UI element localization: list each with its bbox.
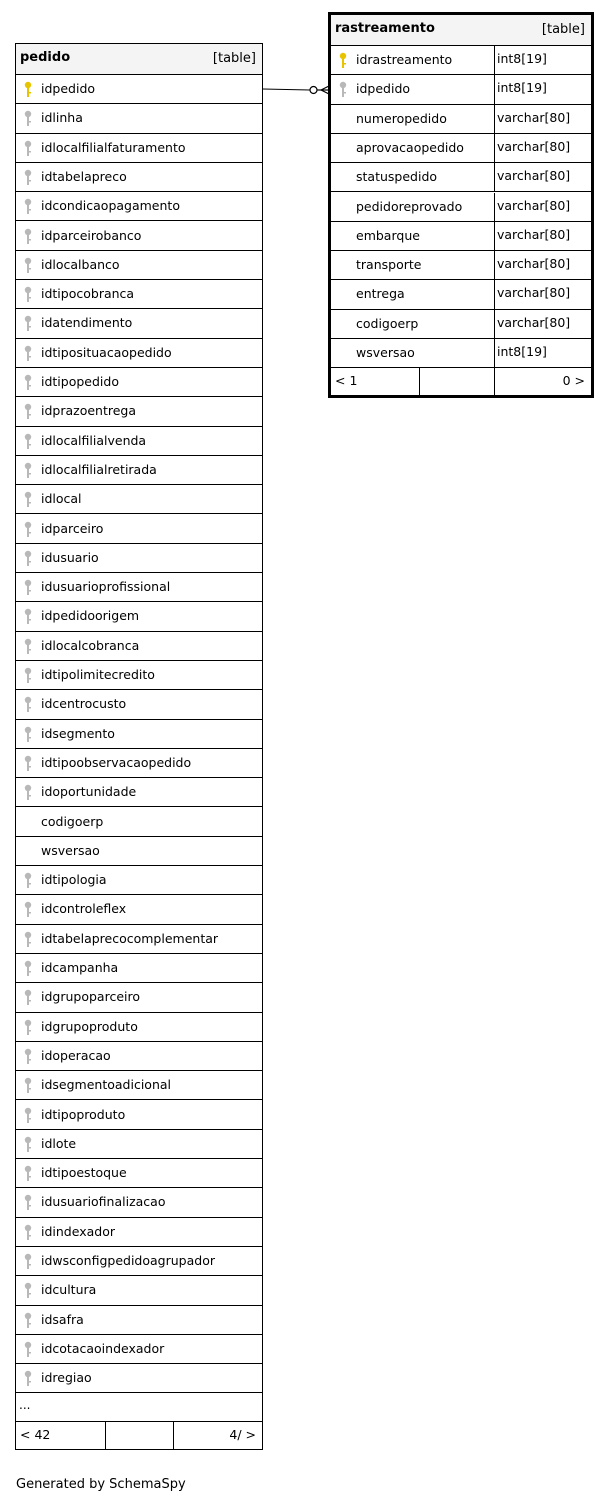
column-type: int8[19] — [494, 75, 591, 103]
foreign-key-icon — [23, 286, 33, 303]
column-row[interactable] — [16, 837, 262, 866]
column-name: idlocalfilialvenda — [41, 432, 147, 448]
foreign-key-icon — [23, 608, 33, 625]
foreign-key-icon — [23, 169, 33, 186]
column-name: aprovacaopedido — [356, 139, 464, 155]
foreign-key-icon — [23, 1107, 33, 1124]
truncated-row — [16, 1394, 262, 1422]
column-name: idsegmento — [41, 725, 115, 741]
table-footer — [16, 1422, 262, 1449]
column-row[interactable] — [16, 544, 262, 573]
parents-count[interactable]: < 1 — [331, 368, 420, 395]
column-name: idtiposituacaopedido — [41, 344, 172, 360]
foreign-key-icon — [23, 960, 33, 977]
column-row[interactable] — [16, 749, 262, 778]
column-row[interactable] — [16, 397, 262, 426]
foreign-key-icon — [23, 257, 33, 274]
column-name: idtipocobranca — [41, 286, 135, 302]
column-name: idpedidoorigem — [41, 608, 140, 624]
column-row[interactable] — [16, 661, 262, 690]
column-name: idusuariofinalizacao — [41, 1194, 166, 1210]
table-header — [16, 44, 262, 75]
parents-count[interactable]: < 42 — [16, 1422, 106, 1449]
column-name: idgrupoparceiro — [41, 989, 140, 1005]
column-name: idparceirobanco — [41, 227, 142, 243]
column-row[interactable] — [16, 602, 262, 631]
column-name: idtipolimitecredito — [41, 667, 155, 682]
column-name: idregiao — [41, 1370, 92, 1386]
column-row[interactable] — [16, 1247, 262, 1276]
foreign-key-icon — [23, 1165, 33, 1182]
column-name: idpedido — [356, 81, 411, 97]
foreign-key-icon — [23, 872, 33, 889]
column-name: idusuario — [41, 549, 99, 565]
column-row[interactable] — [16, 1013, 262, 1042]
column-name: idcentrocusto — [41, 696, 127, 712]
column-row[interactable] — [16, 1306, 262, 1335]
column-row[interactable] — [16, 456, 262, 485]
column-type: varchar[80] — [494, 222, 591, 250]
column-name: pedidoreprovado — [356, 198, 463, 214]
column-row[interactable] — [16, 1276, 262, 1305]
column-row[interactable] — [16, 134, 262, 163]
foreign-key-icon — [23, 110, 33, 127]
column-row[interactable] — [331, 105, 591, 134]
column-row[interactable] — [16, 778, 262, 807]
column-name: idsafra — [41, 1311, 84, 1327]
column-row[interactable] — [16, 573, 262, 602]
column-type: varchar[80] — [494, 280, 591, 308]
foreign-key-icon — [23, 1370, 33, 1387]
children-count[interactable]: 4/ > — [229, 1426, 256, 1442]
foreign-key-icon — [23, 1019, 33, 1036]
foreign-key-icon — [23, 315, 33, 332]
column-name: codigoerp — [41, 813, 104, 829]
column-name: idoportunidade — [41, 784, 137, 800]
children-count[interactable]: 0 > — [562, 373, 585, 389]
foreign-key-icon — [23, 726, 33, 743]
column-row[interactable] — [16, 690, 262, 719]
foreign-key-icon — [23, 228, 33, 245]
column-name: idgrupoproduto — [41, 1018, 138, 1034]
foreign-key-icon — [23, 521, 33, 538]
column-name: statuspedido — [356, 169, 438, 185]
column-row[interactable] — [16, 339, 262, 368]
column-name: codigoerp — [356, 315, 419, 331]
foreign-key-icon — [23, 1077, 33, 1094]
column-name: idtipologia — [41, 872, 107, 888]
foreign-key-icon — [23, 198, 33, 215]
column-name: idcondicaopagamento — [41, 198, 180, 214]
column-name: idtipopedido — [41, 374, 119, 389]
column-row[interactable] — [16, 808, 262, 837]
column-row[interactable] — [331, 251, 591, 280]
column-row[interactable] — [331, 310, 591, 339]
column-row[interactable] — [16, 1335, 262, 1364]
table-rastreamento[interactable] — [328, 12, 594, 398]
column-row[interactable] — [16, 280, 262, 309]
column-name: idcultura — [41, 1282, 97, 1298]
column-name: idcontroleflex — [41, 901, 127, 917]
foreign-key-icon — [23, 374, 33, 391]
column-row[interactable] — [16, 1218, 262, 1247]
column-name: idlote — [41, 1135, 77, 1151]
footer-spacer — [106, 1422, 174, 1449]
foreign-key-icon — [338, 81, 348, 98]
foreign-key-icon — [23, 433, 33, 450]
column-name: idusuarioprofissional — [41, 579, 171, 595]
foreign-key-icon — [23, 667, 33, 684]
column-name: idtipoestoque — [41, 1165, 127, 1181]
column-name: idcampanha — [41, 960, 119, 975]
column-row[interactable] — [331, 280, 591, 309]
foreign-key-icon — [23, 1224, 33, 1241]
column-row[interactable] — [16, 895, 262, 924]
table-name: rastreamento — [335, 21, 435, 36]
column-row[interactable] — [16, 866, 262, 895]
column-name: idtabelaprecocomplementar — [41, 930, 219, 946]
primary-key-icon — [338, 52, 348, 69]
table-kind: [table] — [212, 51, 256, 66]
column-row[interactable] — [331, 339, 591, 368]
foreign-key-icon — [23, 989, 33, 1006]
column-type: varchar[80] — [494, 193, 591, 221]
table-name: pedido — [20, 50, 71, 65]
column-type: int8[19] — [494, 339, 591, 367]
column-row[interactable] — [16, 1130, 262, 1159]
column-name: idlocalcobranca — [41, 637, 140, 653]
relationship-line — [263, 89, 310, 90]
column-row[interactable] — [331, 193, 591, 222]
foreign-key-icon — [23, 696, 33, 713]
foreign-key-icon — [23, 345, 33, 362]
column-type: int8[19] — [494, 46, 591, 74]
foreign-key-icon — [23, 1048, 33, 1065]
column-row[interactable] — [16, 485, 262, 514]
column-row[interactable] — [16, 983, 262, 1012]
column-name: idoperacao — [41, 1047, 111, 1063]
foreign-key-icon — [23, 1312, 33, 1329]
footer-spacer — [420, 368, 495, 395]
foreign-key-icon — [23, 403, 33, 420]
column-name: idlinha — [41, 110, 83, 126]
zero-cardinality-circle — [310, 87, 317, 94]
column-row[interactable] — [16, 368, 262, 397]
column-row[interactable] — [331, 75, 591, 104]
column-name: idsegmentoadicional — [41, 1077, 171, 1093]
column-type: varchar[80] — [494, 251, 591, 279]
foreign-key-icon — [23, 140, 33, 157]
column-row[interactable] — [331, 163, 591, 192]
column-name: wsversao — [41, 842, 100, 858]
column-row[interactable] — [16, 515, 262, 544]
column-row[interactable] — [16, 192, 262, 221]
column-name: idtipoproduto — [41, 1106, 126, 1122]
column-row[interactable] — [331, 134, 591, 163]
column-row[interactable] — [16, 1188, 262, 1217]
column-row[interactable] — [16, 222, 262, 251]
foreign-key-icon — [23, 1253, 33, 1270]
column-row[interactable] — [16, 1101, 262, 1130]
column-name: idwsconfigpedidoagrupador — [41, 1253, 215, 1268]
column-row[interactable] — [16, 75, 262, 104]
column-type: varchar[80] — [494, 134, 591, 162]
foreign-key-icon — [23, 1194, 33, 1211]
column-name: wsversao — [356, 345, 415, 360]
column-row[interactable] — [16, 632, 262, 661]
column-row[interactable] — [16, 251, 262, 280]
column-row[interactable] — [331, 222, 591, 251]
column-name: entrega — [356, 286, 405, 302]
column-name: idlocalbanco — [41, 256, 120, 272]
column-name: idindexador — [41, 1223, 115, 1239]
foreign-key-icon — [23, 638, 33, 655]
column-type: varchar[80] — [494, 310, 591, 338]
table-header — [331, 15, 591, 46]
column-name: numeropedido — [356, 110, 447, 126]
column-name: idlocalfilialfaturamento — [41, 139, 186, 155]
column-row[interactable] — [16, 954, 262, 983]
column-row[interactable] — [16, 925, 262, 954]
column-row[interactable] — [16, 427, 262, 456]
primary-key-icon — [23, 81, 33, 98]
column-name: idcotacaoindexador — [41, 1340, 165, 1356]
foreign-key-icon — [23, 1341, 33, 1358]
column-name: transporte — [356, 257, 422, 273]
generator-credit: Generated by SchemaSpy — [16, 1477, 186, 1492]
column-name: embarque — [356, 227, 420, 243]
column-type: varchar[80] — [494, 105, 591, 133]
column-row[interactable] — [16, 104, 262, 133]
column-name: idparceiro — [41, 520, 104, 536]
column-type: varchar[80] — [494, 163, 591, 191]
column-row[interactable] — [16, 163, 262, 192]
foreign-key-icon — [23, 901, 33, 918]
foreign-key-icon — [23, 931, 33, 948]
column-name: idpedido — [41, 81, 96, 96]
column-name: idatendimento — [41, 315, 133, 331]
column-name: idrastreamento — [356, 52, 453, 67]
column-row[interactable] — [16, 720, 262, 749]
column-name: idtabelapreco — [41, 168, 127, 184]
table-pedido[interactable] — [15, 43, 263, 1450]
foreign-key-icon — [23, 784, 33, 801]
column-row[interactable] — [16, 1042, 262, 1071]
foreign-key-icon — [23, 755, 33, 772]
foreign-key-icon — [23, 550, 33, 567]
table-footer — [331, 368, 591, 395]
foreign-key-icon — [23, 1282, 33, 1299]
column-row[interactable] — [16, 1071, 262, 1100]
column-row[interactable] — [16, 1159, 262, 1188]
foreign-key-icon — [23, 491, 33, 508]
column-name: idlocal — [41, 491, 82, 507]
foreign-key-icon — [23, 462, 33, 479]
column-row[interactable] — [16, 309, 262, 338]
column-name: idprazoentrega — [41, 403, 137, 419]
foreign-key-icon — [23, 579, 33, 596]
column-row[interactable] — [331, 46, 591, 75]
table-kind: [table] — [541, 22, 585, 37]
column-name: idtipoobservacaopedido — [41, 754, 192, 770]
truncated-indicator: ... — [19, 1397, 31, 1412]
column-name: idlocalfilialretirada — [41, 461, 157, 477]
foreign-key-icon — [23, 1136, 33, 1153]
column-row[interactable] — [16, 1364, 262, 1393]
